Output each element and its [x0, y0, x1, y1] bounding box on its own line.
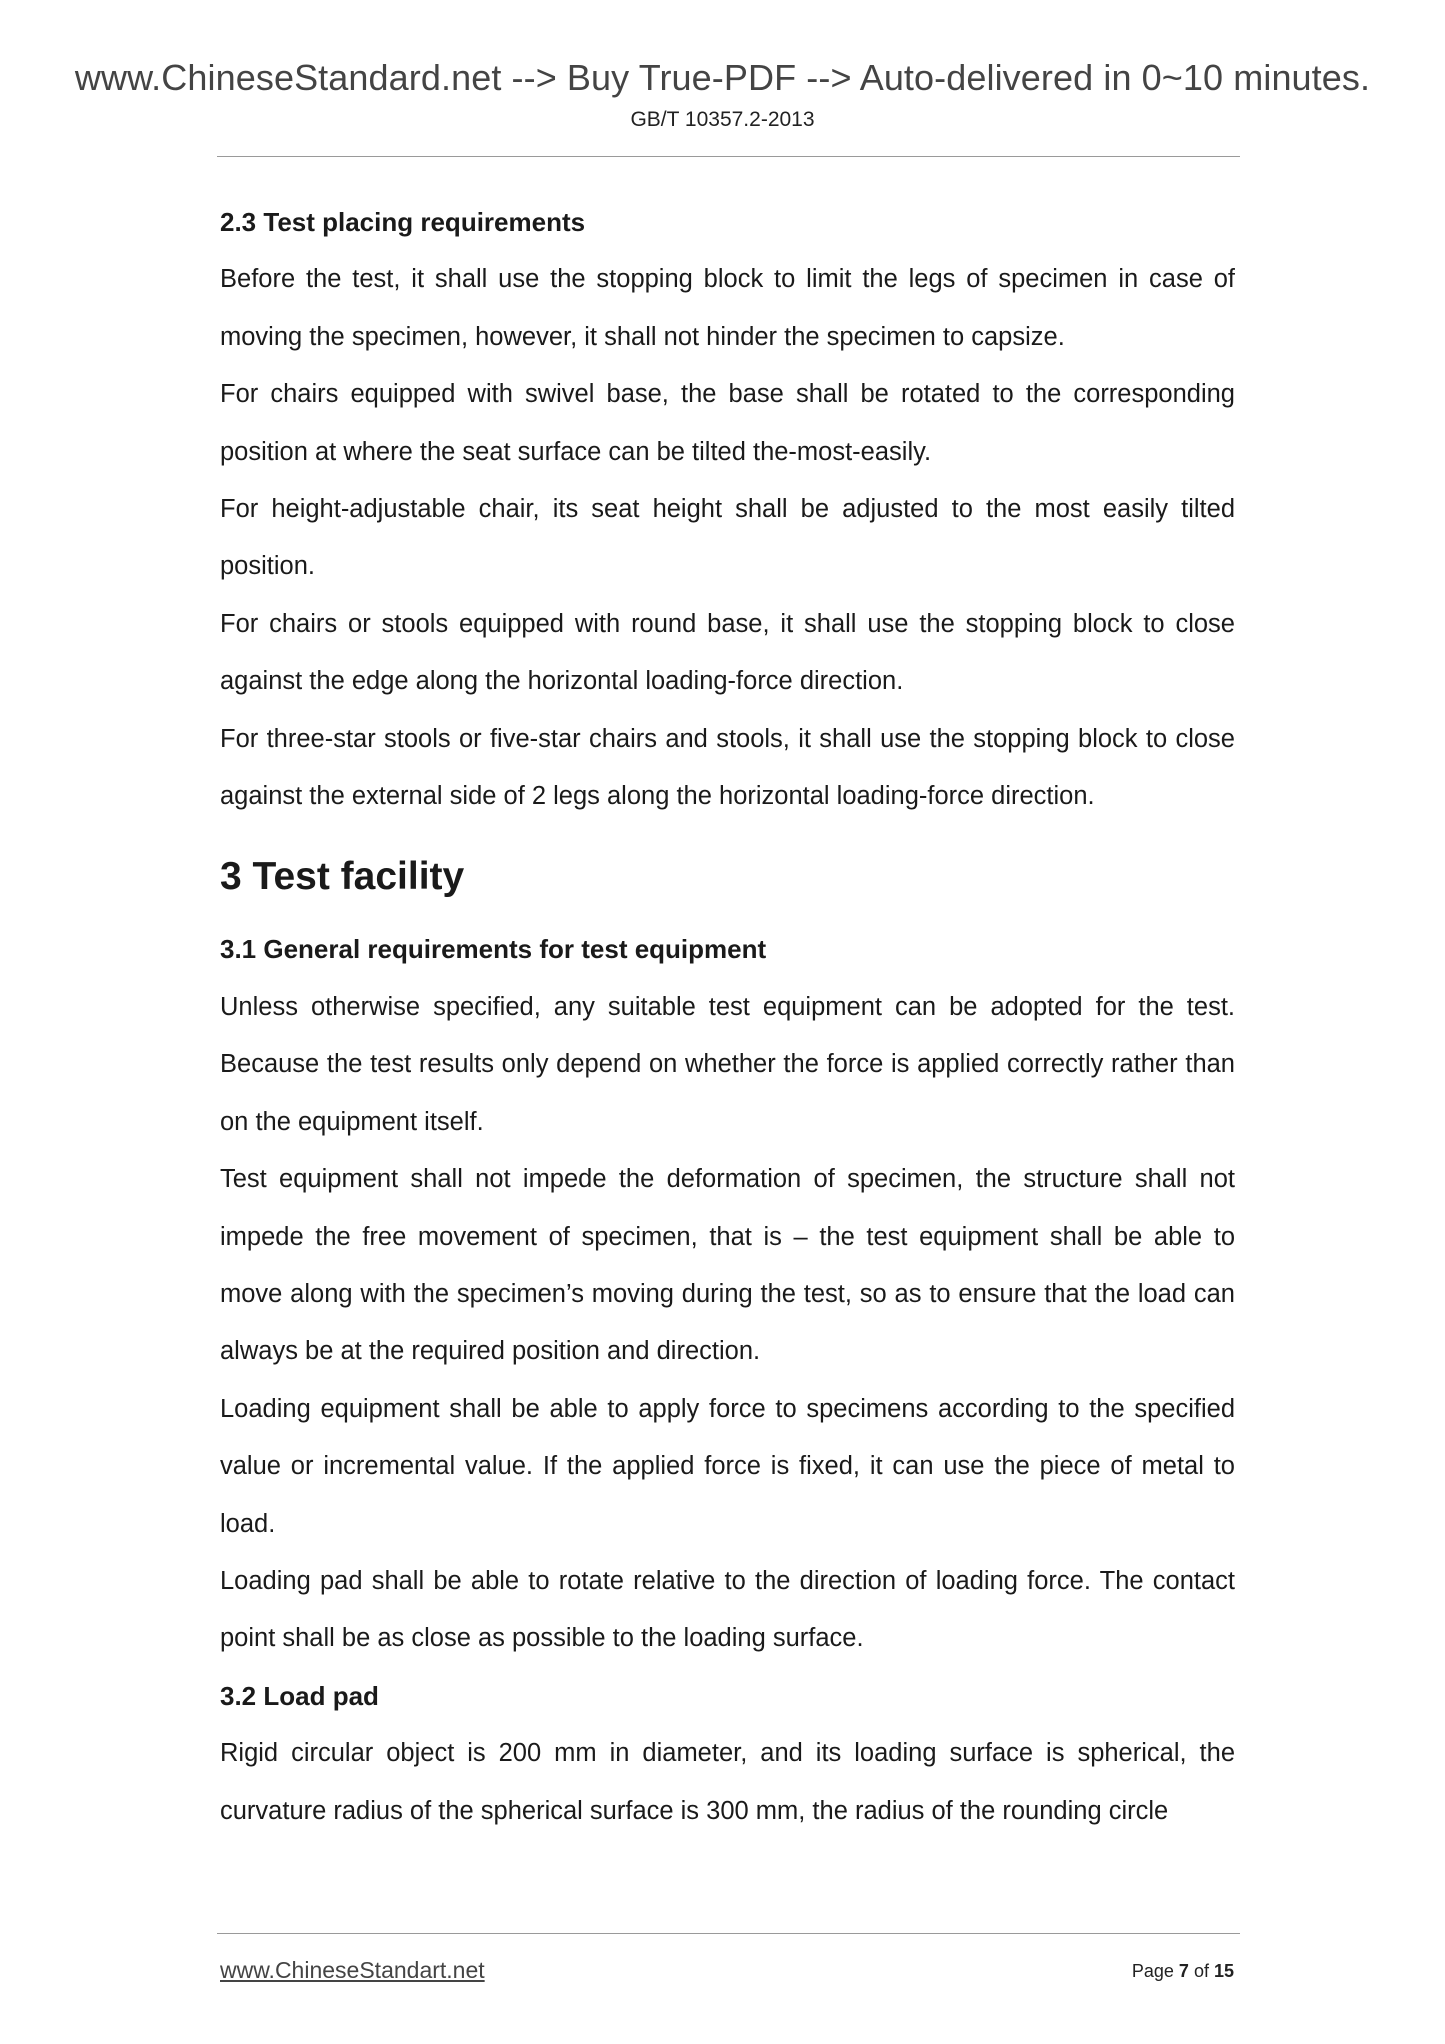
site-banner: www.ChineseStandard.net --> Buy True-PDF --> Auto-delivered in 0~10 minutes. — [74, 57, 1371, 98]
standard-code: GB/T 10357.2-2013 — [630, 108, 815, 131]
paragraph: For height-adjustable chair, its seat height shall be adjusted to the most easily tilted position. — [220, 495, 1235, 581]
paragraph: Loading equipment shall be able to apply force to specimens according to the specified value or incremental value. If the applied force is fixed, it can use the piece of metal to load. — [220, 1394, 1235, 1538]
page-number — [1132, 1961, 1234, 1982]
page-of: of — [1193, 1961, 1209, 1981]
paragraph: Rigid circular object is 200 mm in diameter, and its loading surface is spherical, the curvature radius of the spherical surface is 300 mm, the radius of the rounding circle — [220, 1739, 1235, 1825]
header-divider — [217, 156, 1240, 157]
heading-2-3: 2.3 Test placing requirements — [220, 207, 586, 237]
paragraph: Before the test, it shall use the stopping block to limit the legs of specimen in case of moving the specimen, however, it shall not hinder the specimen to capsize. — [220, 265, 1235, 351]
paragraph: Test equipment shall not impede the deformation of specimen, the structure shall not impede the free movement of specimen, that is – the test equipment shall be able to move along with the specimen’s moving during the test, so as to ensure that the load can always be at the required position and direction. — [220, 1165, 1235, 1366]
footer-site-link[interactable]: www.ChineseStandart.net — [220, 1957, 485, 1983]
page-total: 15 — [1213, 1961, 1234, 1981]
paragraph: For chairs or stools equipped with round base, it shall use the stopping block to close against the edge along the horizontal loading-force direction. — [220, 609, 1235, 696]
document-body — [220, 194, 1235, 1840]
heading-3-2: 3.2 Load pad — [220, 1680, 379, 1711]
heading-3-1: 3.1 General requirements for test equipment — [220, 934, 767, 965]
paragraph: For three-star stools or five-star chairs and stools, it shall use the stopping block to close against the external side of 2 legs along the horizontal loading-force direction. — [220, 724, 1235, 811]
page-prefix: Page — [1131, 1961, 1174, 1981]
heading-3: 3 Test facility — [220, 855, 465, 899]
paragraph: Unless otherwise specified, any suitable test equipment can be adopted for the test. Because the test results only depend on whether the force is applied correctly rather than on the equipment itself. — [220, 992, 1235, 1136]
page-current: 7 — [1178, 1961, 1189, 1981]
paragraph: For chairs equipped with swivel base, the base shall be rotated to the corresponding position at where the seat surface can be tilted the-most-easily. — [220, 380, 1235, 466]
paragraph: Loading pad shall be able to rotate relative to the direction of loading force. The contact point shall be as close as possible to the loading surface. — [220, 1566, 1235, 1653]
footer-divider — [217, 1933, 1240, 1934]
